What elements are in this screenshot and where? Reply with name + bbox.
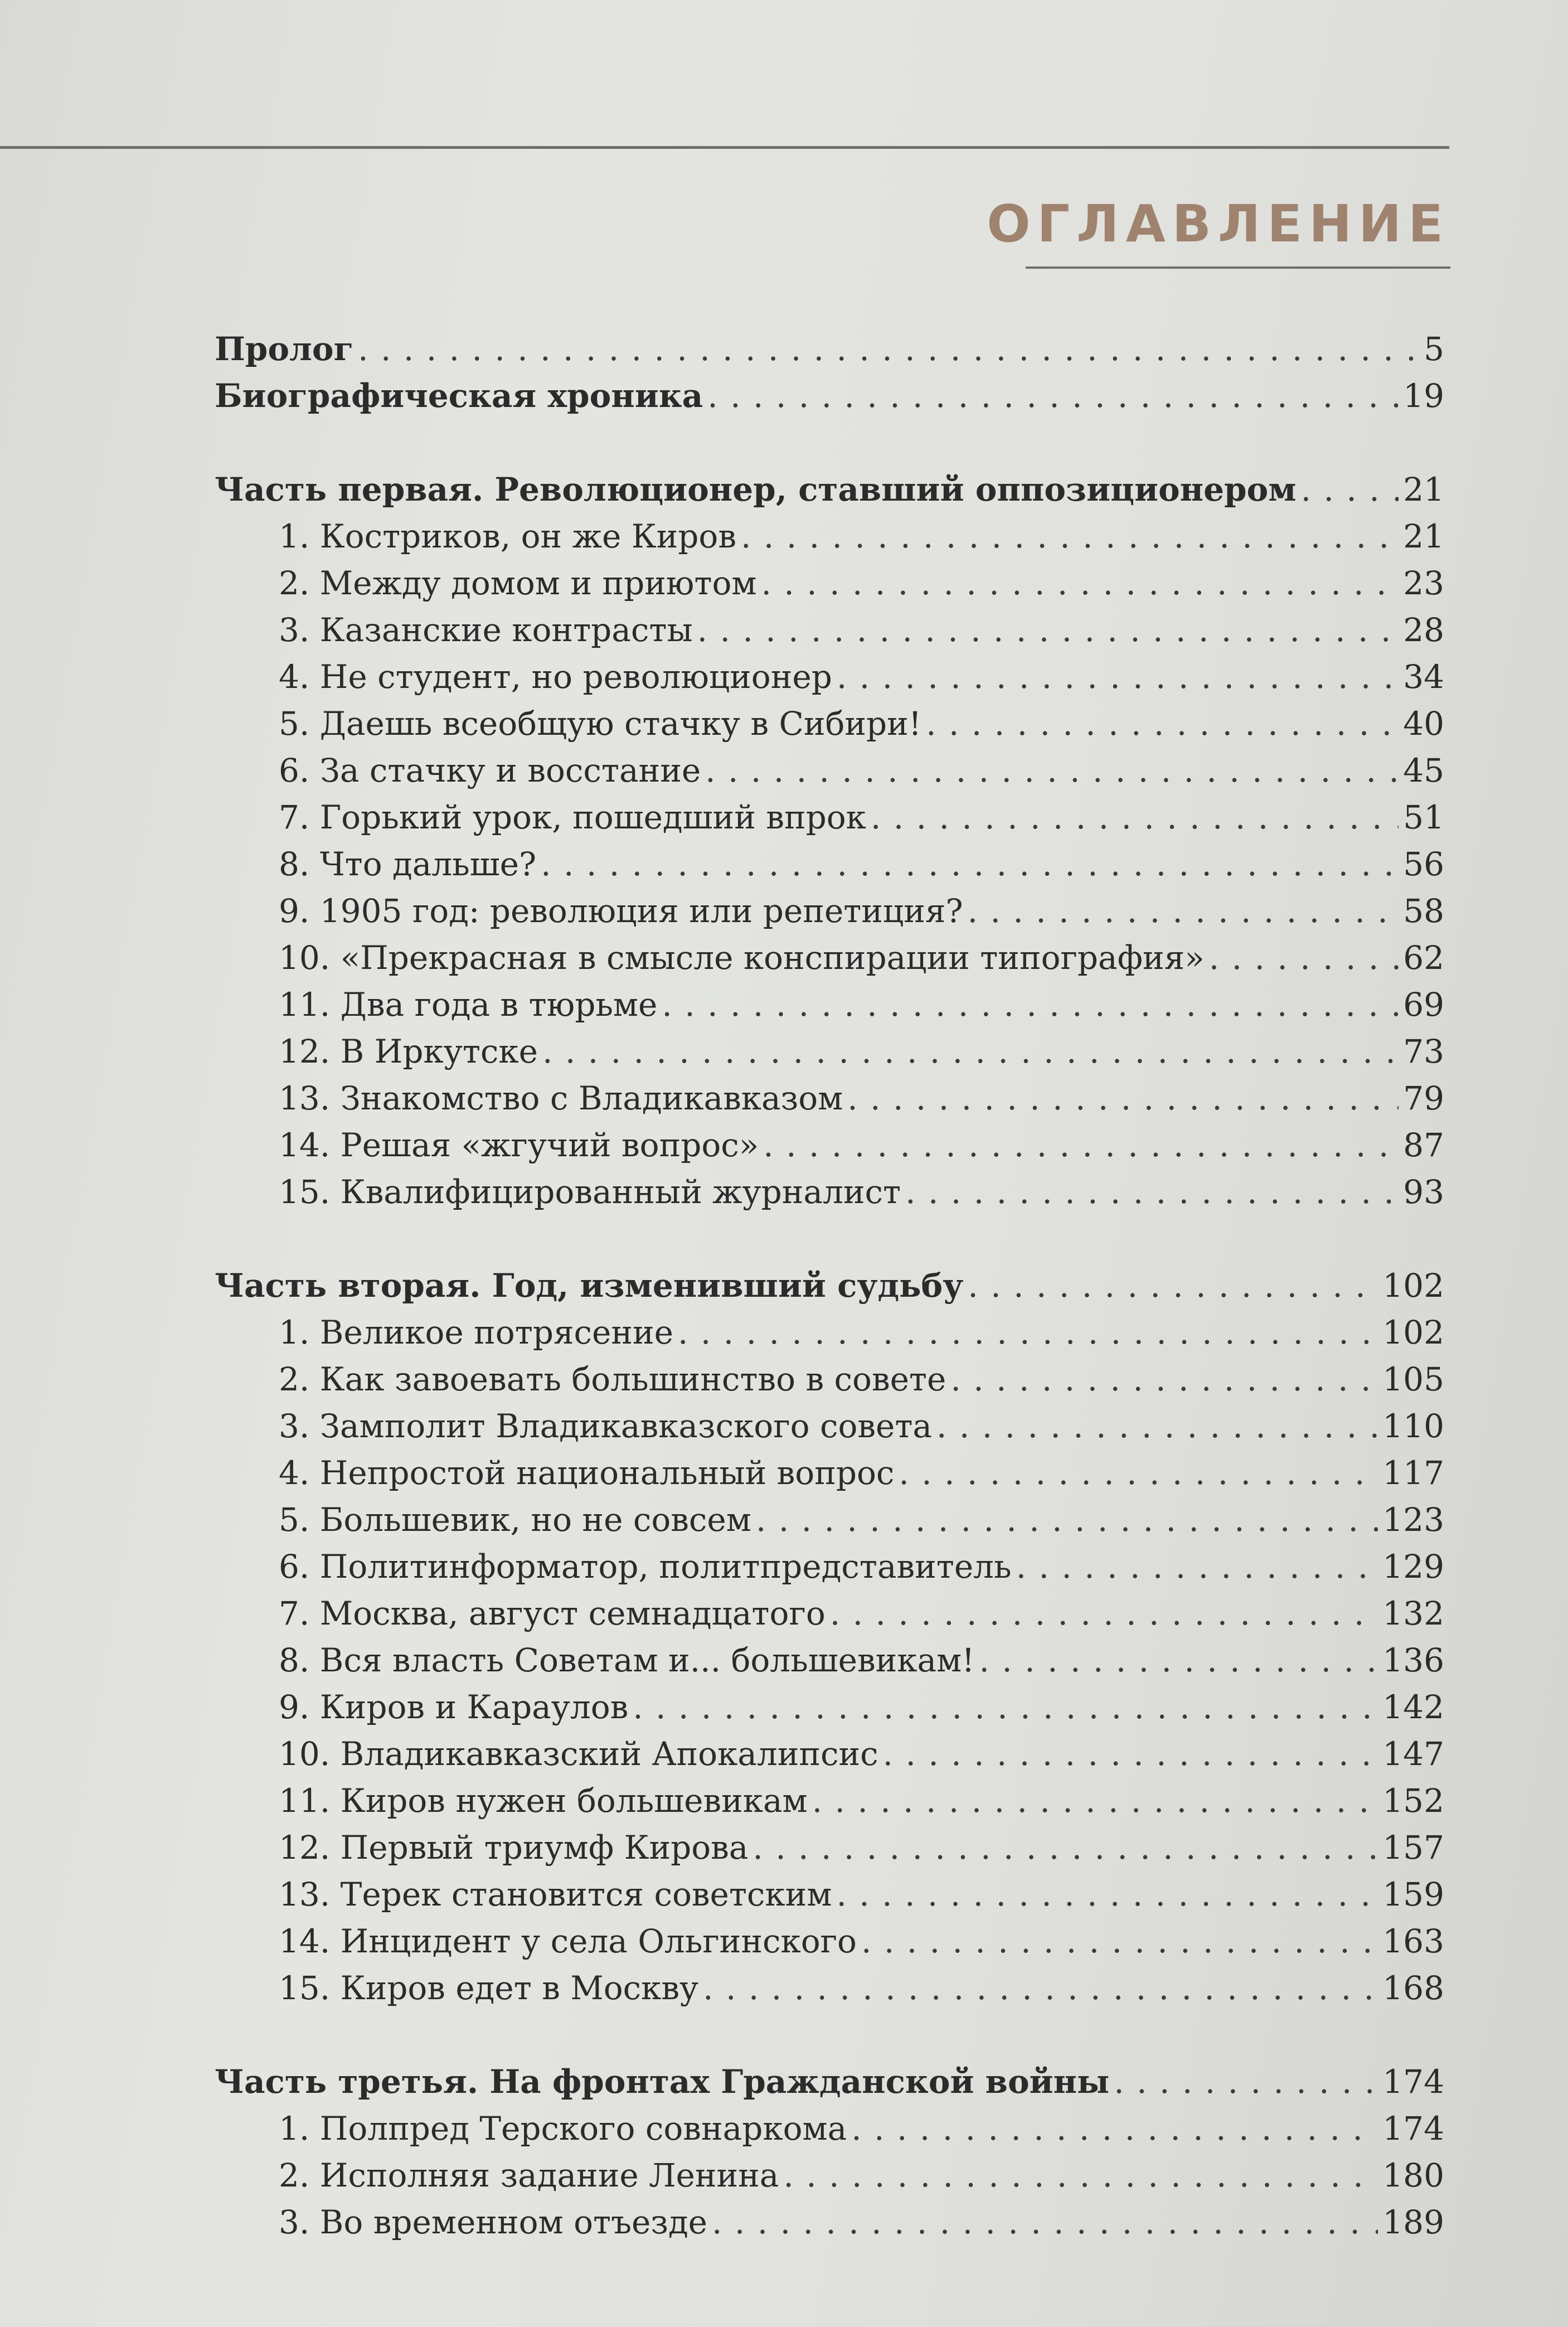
- toc-title: 14. Решая «жгучий вопрос»: [279, 1126, 759, 1164]
- toc-title: 15. Квалифицированный журналист: [279, 1173, 901, 1211]
- dot-leader: [968, 892, 1399, 930]
- toc-title: 5. Даешь всеобщую стачку в Сибири!: [279, 705, 922, 743]
- toc-entry: [215, 1173, 1444, 1220]
- toc-title: 13. Знакомство с Владикавказом: [279, 1079, 843, 1117]
- toc-entry: [215, 1969, 1444, 2016]
- dot-leader: [741, 517, 1399, 555]
- dot-leader: [871, 798, 1399, 836]
- toc-title: 11. Киров нужен большевикам: [279, 1782, 808, 1820]
- toc-page-number: 102: [1382, 1267, 1444, 1305]
- toc-title: 2. Между домом и приютом: [279, 564, 757, 602]
- toc-entry: [215, 798, 1444, 845]
- toc-title: 6. Политинформатор, политпредставитель: [279, 1548, 1012, 1586]
- toc-page-number: 163: [1382, 1922, 1444, 1960]
- toc-entry: [215, 1126, 1444, 1173]
- toc-title: 11. Два года в тюрьме: [279, 986, 658, 1024]
- toc-page-number: 34: [1403, 658, 1444, 696]
- toc-entry: [215, 658, 1444, 705]
- toc-page-number: 142: [1382, 1688, 1444, 1726]
- dot-leader: [753, 1829, 1378, 1867]
- toc-page-number: 180: [1382, 2156, 1444, 2194]
- toc-section: [215, 377, 1444, 424]
- toc-page-number: 5: [1424, 330, 1444, 368]
- toc-page-number: 168: [1382, 1969, 1444, 2007]
- dot-leader: [830, 1594, 1378, 1632]
- dot-leader: [899, 1454, 1378, 1492]
- toc-entry: [215, 1360, 1444, 1407]
- toc-entry: [215, 1875, 1444, 1922]
- toc-title: Часть вторая. Год, изменивший судьбу: [215, 1267, 964, 1305]
- dot-leader: [1209, 939, 1399, 977]
- toc-page-number: 102: [1382, 1313, 1444, 1351]
- toc-entry: [215, 1922, 1444, 1969]
- toc-entry: [215, 564, 1444, 611]
- toc-page-number: 69: [1403, 986, 1444, 1024]
- dot-leader: [1016, 1548, 1378, 1586]
- toc-entry: [215, 1407, 1444, 1454]
- toc-page-number: 174: [1382, 2110, 1444, 2147]
- toc-title: 4. Не студент, но революционер: [279, 658, 832, 696]
- toc-page-number: 189: [1382, 2203, 1444, 2241]
- toc-page-number: 73: [1403, 1032, 1444, 1070]
- toc-page-number: 93: [1403, 1173, 1444, 1211]
- toc-entry: [215, 892, 1444, 939]
- toc-page-number: 157: [1382, 1829, 1444, 1867]
- toc-title: 1. Великое потрясение: [279, 1313, 673, 1351]
- toc-page-number: 40: [1403, 705, 1444, 743]
- dot-leader: [979, 1641, 1378, 1679]
- toc-entry: [215, 752, 1444, 798]
- toc-title: 7. Горький урок, пошедший впрок: [279, 798, 866, 836]
- toc-entry: [215, 1079, 1444, 1126]
- toc-entry: [215, 1782, 1444, 1829]
- toc-entry: [215, 1548, 1444, 1594]
- dot-leader: [707, 377, 1399, 415]
- toc-title: Часть третья. На фронтах Гражданской войны: [215, 2063, 1110, 2101]
- dot-leader: [541, 845, 1399, 883]
- toc-page-number: 21: [1403, 517, 1444, 555]
- dot-leader: [712, 2203, 1378, 2241]
- toc-page-number: 62: [1403, 939, 1444, 977]
- toc-entry: [215, 2156, 1444, 2203]
- toc-page-number: 45: [1403, 752, 1444, 789]
- toc-title: Часть первая. Революционер, ставший оппозиционером: [215, 471, 1297, 508]
- toc-entry: [215, 1641, 1444, 1688]
- toc-page-number: 58: [1403, 892, 1444, 930]
- toc-part-heading: [215, 1267, 1444, 1313]
- toc-part-heading: [215, 2063, 1444, 2110]
- toc-entry: [215, 1454, 1444, 1501]
- toc-entry: [215, 1688, 1444, 1735]
- toc-title: 10. Владикавказский Апокалипсис: [279, 1735, 878, 1773]
- toc-entry: [215, 705, 1444, 752]
- toc-page-number: 110: [1382, 1407, 1444, 1445]
- toc-page-number: 123: [1382, 1501, 1444, 1539]
- toc-title: 8. Вся власть Советам и... большевикам!: [279, 1641, 975, 1679]
- toc-page-number: 21: [1403, 471, 1444, 508]
- toc-heading: ОГЛАВЛЕНИЕ: [987, 194, 1450, 254]
- dot-leader: [847, 1079, 1399, 1117]
- toc-title: 13. Терек становится советским: [279, 1875, 832, 1913]
- table-of-contents: [215, 330, 1444, 2250]
- top-rule: [0, 146, 1449, 149]
- toc-page-number: 147: [1382, 1735, 1444, 1773]
- dot-leader: [662, 986, 1399, 1024]
- dot-leader: [703, 1969, 1378, 2007]
- dot-leader: [936, 1407, 1378, 1445]
- dot-leader: [633, 1688, 1378, 1726]
- toc-title: 6. За стачку и восстание: [279, 752, 701, 789]
- toc-page-number: 136: [1382, 1641, 1444, 1679]
- dot-leader: [812, 1782, 1378, 1820]
- toc-title: 3. Замполит Владикавказского совета: [279, 1407, 933, 1445]
- toc-title: 2. Как завоевать большинство в совете: [279, 1360, 946, 1398]
- toc-part-heading: [215, 471, 1444, 517]
- dot-leader: [1114, 2063, 1378, 2101]
- toc-title: Пролог: [215, 330, 354, 368]
- dot-leader: [926, 705, 1399, 743]
- dot-leader: [678, 1313, 1378, 1351]
- toc-page-number: 79: [1403, 1079, 1444, 1117]
- toc-title: 10. «Прекрасная в смысле конспирации типография»: [279, 939, 1205, 977]
- toc-page-number: 117: [1382, 1454, 1444, 1492]
- toc-entry: [215, 2203, 1444, 2250]
- toc-entry: [215, 1829, 1444, 1875]
- toc-entry: [215, 517, 1444, 564]
- dot-leader: [542, 1032, 1399, 1070]
- toc-page-number: 23: [1403, 564, 1444, 602]
- dot-leader: [851, 2110, 1378, 2147]
- toc-title: 14. Инцидент у села Ольгинского: [279, 1922, 857, 1960]
- dot-leader: [763, 1126, 1399, 1164]
- toc-title: 15. Киров едет в Москву: [279, 1969, 699, 2007]
- toc-title: 3. Казанские контрасты: [279, 611, 693, 649]
- toc-page-number: 105: [1382, 1360, 1444, 1398]
- toc-page-number: 132: [1382, 1594, 1444, 1632]
- dot-leader: [905, 1173, 1399, 1211]
- toc-page-number: 19: [1403, 377, 1444, 415]
- toc-page-number: 51: [1403, 798, 1444, 836]
- dot-leader: [756, 1501, 1378, 1539]
- toc-title: 9. Киров и Караулов: [279, 1688, 629, 1726]
- dot-leader: [1301, 471, 1399, 508]
- dot-leader: [783, 2156, 1378, 2194]
- toc-entry: [215, 845, 1444, 892]
- toc-title: 12. Первый триумф Кирова: [279, 1829, 749, 1867]
- dot-leader: [968, 1267, 1378, 1305]
- toc-entry: [215, 1313, 1444, 1360]
- dot-leader: [697, 611, 1399, 649]
- toc-entry: [215, 1735, 1444, 1782]
- toc-title: 5. Большевик, но не совсем: [279, 1501, 751, 1539]
- toc-page-number: 56: [1403, 845, 1444, 883]
- toc-entry: [215, 939, 1444, 986]
- toc-title: 1. Полпред Терского совнаркома: [279, 2110, 847, 2147]
- dot-leader: [358, 330, 1419, 368]
- toc-title: 2. Исполняя задание Ленина: [279, 2156, 779, 2194]
- toc-entry: [215, 986, 1444, 1032]
- toc-section: [215, 330, 1444, 377]
- toc-page-number: 87: [1403, 1126, 1444, 1164]
- dot-leader: [837, 658, 1399, 696]
- toc-title: 9. 1905 год: революция или репетиция?: [279, 892, 963, 930]
- toc-page-number: 159: [1382, 1875, 1444, 1913]
- dot-leader: [705, 752, 1399, 789]
- toc-title: 8. Что дальше?: [279, 845, 537, 883]
- toc-title: 1. Костриков, он же Киров: [279, 517, 737, 555]
- dot-leader: [836, 1875, 1378, 1913]
- toc-page-number: 28: [1403, 611, 1444, 649]
- toc-entry: [215, 1594, 1444, 1641]
- toc-page-number: 152: [1382, 1782, 1444, 1820]
- toc-title: 3. Во временном отъезде: [279, 2203, 707, 2241]
- toc-page-number: 174: [1382, 2063, 1444, 2101]
- heading-rule: [1026, 266, 1450, 269]
- dot-leader: [861, 1922, 1378, 1960]
- dot-leader: [950, 1360, 1378, 1398]
- toc-title: 7. Москва, август семнадцатого: [279, 1594, 826, 1632]
- dot-leader: [761, 564, 1399, 602]
- dot-leader: [883, 1735, 1378, 1773]
- toc-page-number: 129: [1382, 1548, 1444, 1586]
- toc-title: Биографическая хроника: [215, 377, 703, 415]
- toc-entry: [215, 1032, 1444, 1079]
- toc-entry: [215, 611, 1444, 658]
- toc-title: 4. Непростой национальный вопрос: [279, 1454, 895, 1492]
- toc-entry: [215, 2110, 1444, 2156]
- toc-title: 12. В Иркутске: [279, 1032, 538, 1070]
- toc-entry: [215, 1501, 1444, 1548]
